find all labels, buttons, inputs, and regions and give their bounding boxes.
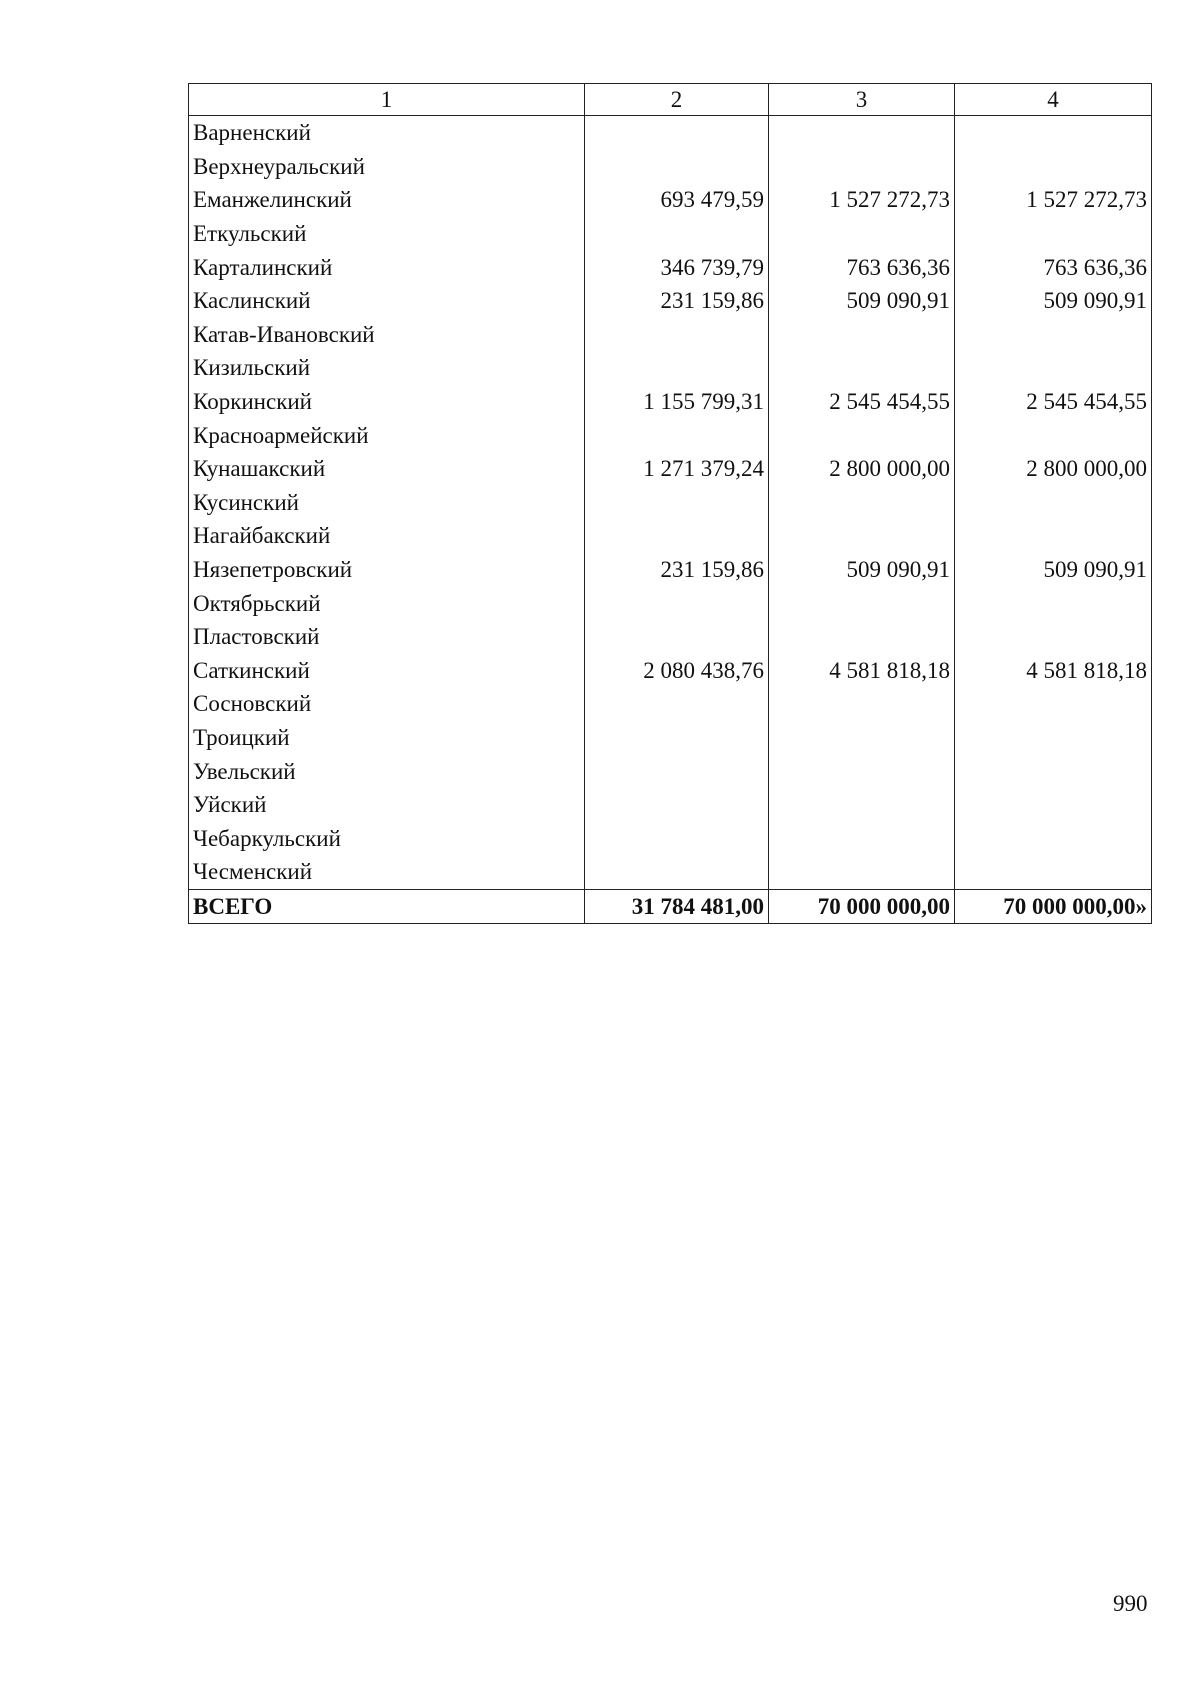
value-cell-2: [585, 721, 769, 755]
value-cell-4: [955, 318, 1152, 352]
value-cell-3: 4 581 818,18: [769, 654, 955, 688]
value-cell-3: [769, 519, 955, 553]
district-name-cell: Троицкий: [189, 721, 585, 755]
value-cell-4: 1 527 272,73: [955, 183, 1152, 217]
table-row: [189, 183, 1152, 217]
column-header-3: 3: [769, 84, 955, 116]
value-cell-2: [585, 418, 769, 452]
table-header-row: [189, 84, 1152, 116]
value-cell-4: 509 090,91: [955, 553, 1152, 587]
value-cell-4: 2 800 000,00: [955, 452, 1152, 486]
value-cell-3: 2 800 000,00: [769, 452, 955, 486]
table-row: [189, 284, 1152, 318]
total-value-3: 70 000 000,00: [769, 889, 955, 924]
value-cell-4: [955, 519, 1152, 553]
district-name-cell: Саткинский: [189, 654, 585, 688]
value-cell-4: 509 090,91: [955, 284, 1152, 318]
value-cell-2: [585, 788, 769, 822]
value-cell-4: [955, 687, 1152, 721]
value-cell-4: [955, 150, 1152, 184]
value-cell-3: [769, 486, 955, 520]
table-row: [189, 452, 1152, 486]
value-cell-2: [585, 318, 769, 352]
value-cell-2: [585, 486, 769, 520]
value-cell-4: [955, 788, 1152, 822]
value-cell-2: [585, 754, 769, 788]
column-header-1: 1: [189, 84, 585, 116]
table-row: [189, 788, 1152, 822]
table-row: [189, 721, 1152, 755]
value-cell-2: 346 739,79: [585, 250, 769, 284]
district-name-cell: Чебаркульский: [189, 821, 585, 855]
value-cell-2: [585, 116, 769, 150]
value-cell-3: [769, 116, 955, 150]
table-row: [189, 385, 1152, 419]
value-cell-4: 4 581 818,18: [955, 654, 1152, 688]
value-cell-3: 509 090,91: [769, 284, 955, 318]
value-cell-4: [955, 486, 1152, 520]
value-cell-2: 693 479,59: [585, 183, 769, 217]
district-name-cell: Нязепетровский: [189, 553, 585, 587]
table-row: [189, 217, 1152, 251]
value-cell-2: 1 271 379,24: [585, 452, 769, 486]
table-row: [189, 318, 1152, 352]
value-cell-3: 2 545 454,55: [769, 385, 955, 419]
district-name-cell: Кунашакский: [189, 452, 585, 486]
district-name-cell: Сосновский: [189, 687, 585, 721]
table-row: [189, 687, 1152, 721]
district-name-cell: Коркинский: [189, 385, 585, 419]
total-row: [189, 889, 1152, 924]
allocation-table: [188, 83, 1152, 924]
district-name-cell: Красноармейский: [189, 418, 585, 452]
value-cell-2: 231 159,86: [585, 284, 769, 318]
value-cell-3: 763 636,36: [769, 250, 955, 284]
value-cell-4: [955, 754, 1152, 788]
value-cell-3: [769, 150, 955, 184]
value-cell-4: [955, 620, 1152, 654]
table-row: [189, 821, 1152, 855]
table-row: [189, 351, 1152, 385]
value-cell-4: [955, 418, 1152, 452]
total-value-2: 31 784 481,00: [585, 889, 769, 924]
table-row: [189, 654, 1152, 688]
district-name-cell: Октябрьский: [189, 586, 585, 620]
value-cell-3: [769, 586, 955, 620]
value-cell-2: [585, 821, 769, 855]
value-cell-3: [769, 788, 955, 822]
value-cell-4: [955, 217, 1152, 251]
district-name-cell: Чесменский: [189, 855, 585, 889]
table-row: [189, 586, 1152, 620]
value-cell-4: [955, 586, 1152, 620]
value-cell-4: [955, 721, 1152, 755]
total-value-4: 70 000 000,00»: [955, 889, 1152, 924]
district-name-cell: Верхнеуральский: [189, 150, 585, 184]
district-name-cell: Катав-Ивановский: [189, 318, 585, 352]
value-cell-3: [769, 217, 955, 251]
value-cell-2: [585, 351, 769, 385]
value-cell-4: [955, 821, 1152, 855]
total-label: ВСЕГО: [189, 889, 585, 924]
table-row: [189, 418, 1152, 452]
table-row: [189, 250, 1152, 284]
district-name-cell: Увельский: [189, 754, 585, 788]
column-header-2: 2: [585, 84, 769, 116]
table-body: [189, 116, 1152, 890]
value-cell-3: [769, 687, 955, 721]
table-row: [189, 855, 1152, 889]
value-cell-3: [769, 821, 955, 855]
table-row: [189, 553, 1152, 587]
value-cell-2: [585, 687, 769, 721]
value-cell-4: [955, 855, 1152, 889]
district-name-cell: Каслинский: [189, 284, 585, 318]
value-cell-3: [769, 318, 955, 352]
district-name-cell: Еткульский: [189, 217, 585, 251]
value-cell-3: [769, 418, 955, 452]
value-cell-3: [769, 721, 955, 755]
district-name-cell: Карталинский: [189, 250, 585, 284]
district-name-cell: Пластовский: [189, 620, 585, 654]
district-name-cell: Кусинский: [189, 486, 585, 520]
value-cell-2: [585, 855, 769, 889]
value-cell-4: [955, 351, 1152, 385]
value-cell-2: [585, 620, 769, 654]
value-cell-3: [769, 620, 955, 654]
value-cell-4: [955, 116, 1152, 150]
table-row: [189, 486, 1152, 520]
district-name-cell: Нагайбакский: [189, 519, 585, 553]
district-name-cell: Варненский: [189, 116, 585, 150]
district-name-cell: Еманжелинский: [189, 183, 585, 217]
table-row: [189, 754, 1152, 788]
table-row: [189, 519, 1152, 553]
district-name-cell: Кизильский: [189, 351, 585, 385]
value-cell-2: [585, 217, 769, 251]
page-number: 990: [1113, 1591, 1148, 1616]
value-cell-3: [769, 351, 955, 385]
table-row: [189, 620, 1152, 654]
value-cell-2: 1 155 799,31: [585, 385, 769, 419]
value-cell-3: [769, 754, 955, 788]
table-row: [189, 150, 1152, 184]
value-cell-4: 2 545 454,55: [955, 385, 1152, 419]
value-cell-3: 1 527 272,73: [769, 183, 955, 217]
value-cell-2: [585, 586, 769, 620]
value-cell-3: 509 090,91: [769, 553, 955, 587]
value-cell-2: [585, 150, 769, 184]
value-cell-4: 763 636,36: [955, 250, 1152, 284]
value-cell-3: [769, 855, 955, 889]
table-row: [189, 116, 1152, 150]
value-cell-2: 2 080 438,76: [585, 654, 769, 688]
value-cell-2: 231 159,86: [585, 553, 769, 587]
district-name-cell: Уйский: [189, 788, 585, 822]
value-cell-2: [585, 519, 769, 553]
column-header-4: 4: [955, 84, 1152, 116]
